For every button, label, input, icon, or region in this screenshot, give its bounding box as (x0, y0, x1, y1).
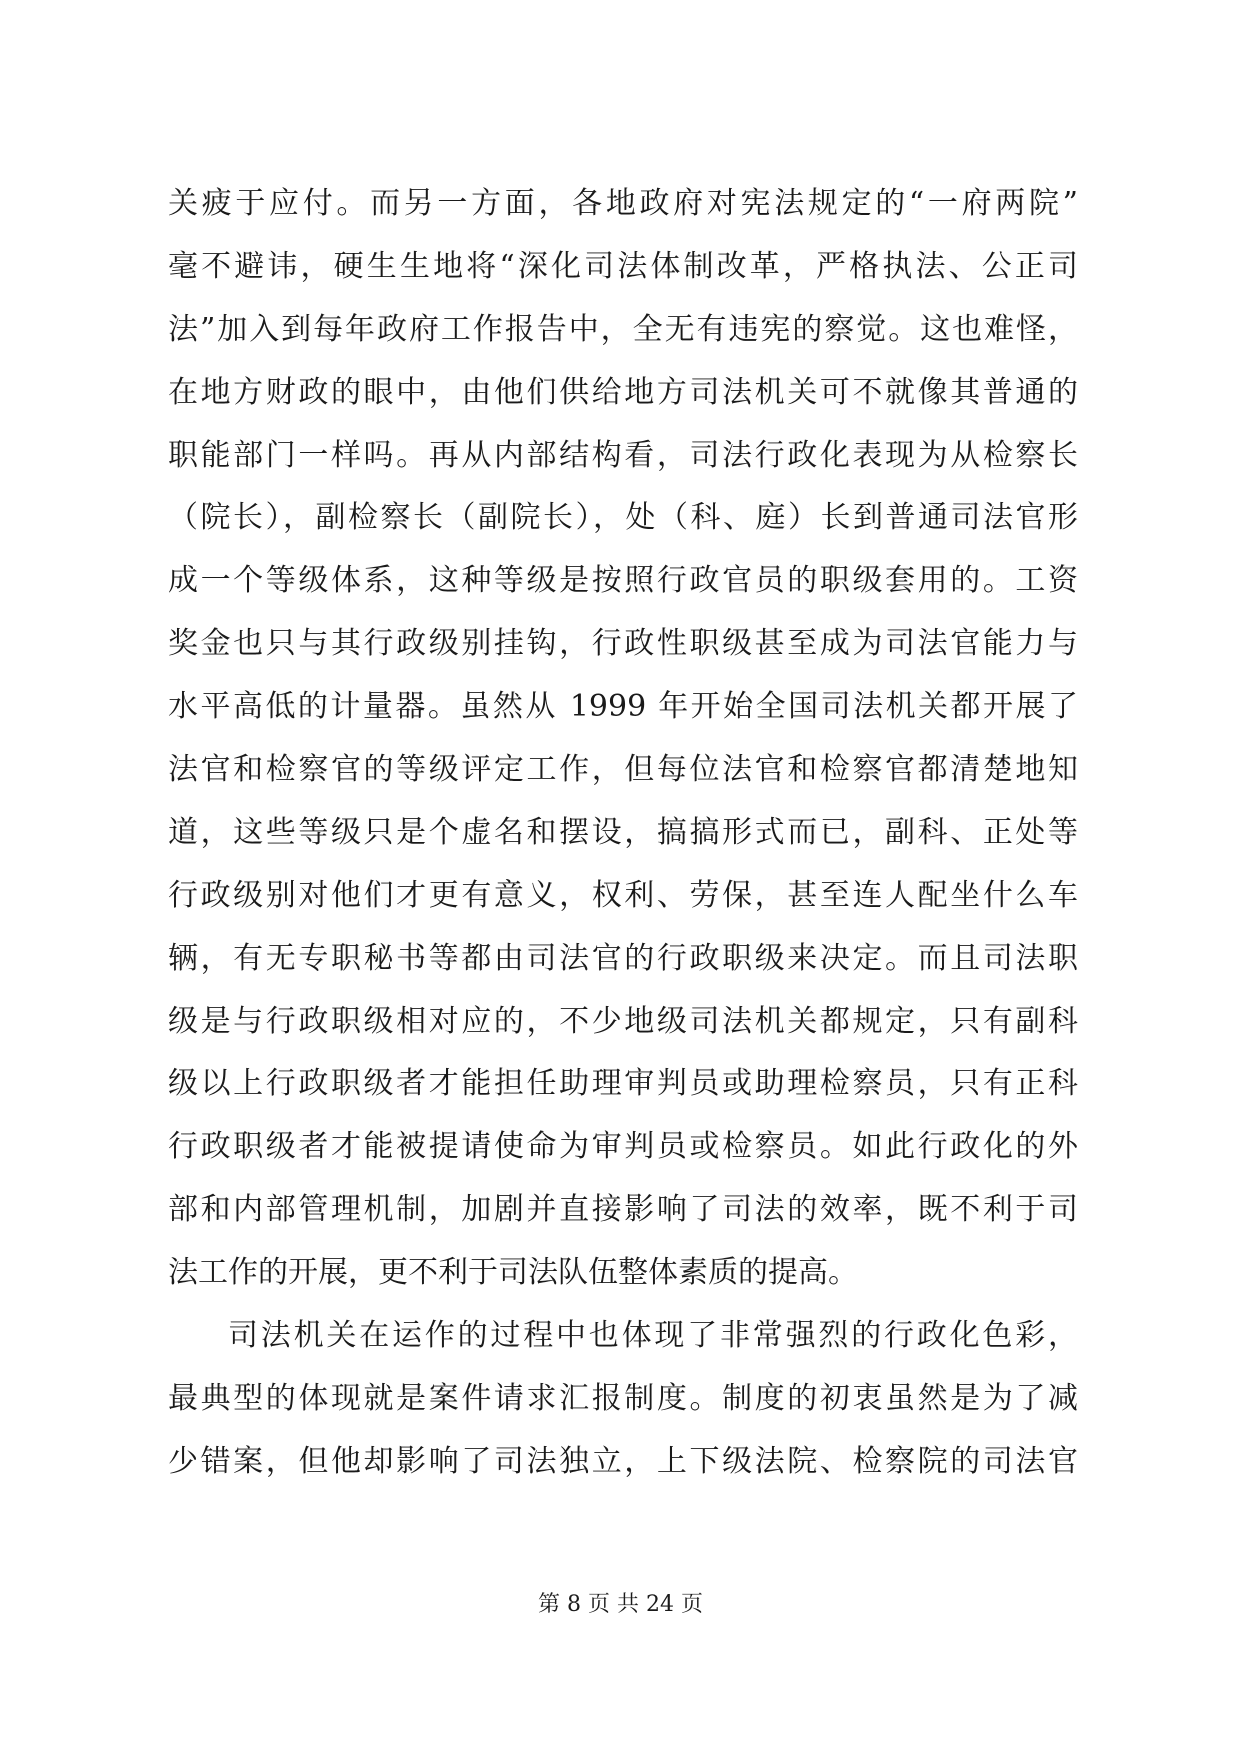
text-line: 级是与行政职级相对应的，不少地级司法机关都规定，只有副科 (168, 1003, 1078, 1039)
text-line: 关疲于应付。而另一方面，各地政府对宪法规定的“一府两院” (168, 186, 1078, 221)
text-line: （院长），副检察长（副院长），处（科、庭）长到普通司法官形 (168, 500, 1078, 536)
document-body (168, 173, 1078, 1494)
page-number-footer: 第 8 页 共 24 页 (538, 1592, 703, 1617)
text-line: 行政职级者才能被提请使命为审判员或检察员。如此行政化的外 (168, 1129, 1078, 1165)
text-line: 在地方财政的眼中，由他们供给地方司法机关可不就像其普通的 (168, 374, 1078, 410)
text-line: 少错案，但他却影响了司法独立，上下级法院、检察院的司法官 (168, 1443, 1078, 1479)
text-line: 行政级别对他们才更有意义，权利、劳保，甚至连人配坐什么车 (168, 877, 1078, 913)
text-line: 成一个等级体系，这种等级是按照行政官员的职级套用的。工资 (168, 563, 1078, 599)
paragraph-2 (168, 1305, 1078, 1494)
text-line: 辆，有无专职秘书等都由司法官的行政职级来决定。而且司法职 (168, 940, 1078, 976)
text-line: 法”加入到每年政府工作报告中，全无有违宪的察觉。这也难怪， (168, 311, 1078, 347)
text-line: 法工作的开展，更不利于司法队伍整体素质的提高。 (168, 1255, 858, 1291)
text-line: 司法机关在运作的过程中也体现了非常强烈的行政化色彩， (228, 1318, 1078, 1354)
text-line: 水平高低的计量器。虽然从 1999 年开始全国司法机关都开展了 (168, 689, 1078, 725)
text-line: 奖金也只与其行政级别挂钩，行政性职级甚至成为司法官能力与 (168, 626, 1078, 662)
text-line: 级以上行政职级者才能担任助理审判员或助理检察员，只有正科 (168, 1066, 1078, 1102)
text-line: 部和内部管理机制，加剧并直接影响了司法的效率，既不利于司 (168, 1192, 1078, 1228)
text-line: 职能部门一样吗。再从内部结构看，司法行政化表现为从检察长 (168, 437, 1078, 473)
text-line: 毫不避讳，硬生生地将“深化司法体制改革，严格执法、公正司 (168, 248, 1078, 284)
text-line: 法官和检察官的等级评定工作，但每位法官和检察官都清楚地知 (168, 752, 1078, 788)
paragraph-1 (168, 173, 1078, 1305)
text-line: 道，这些等级只是个虚名和摆设，搞搞形式而已，副科、正处等 (168, 814, 1078, 850)
text-line: 最典型的体现就是案件请求汇报制度。制度的初衷虽然是为了减 (168, 1380, 1078, 1416)
